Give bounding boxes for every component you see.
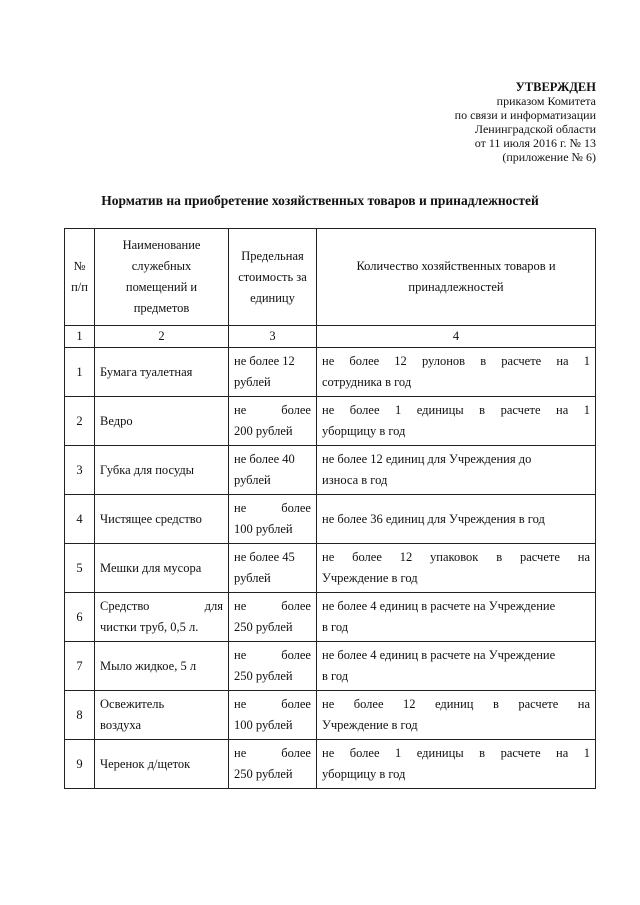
column-number: 3: [229, 326, 317, 348]
column-numbers-row: [65, 326, 596, 348]
price-line: 200 рублей: [234, 424, 293, 438]
quantity-line: износа в год: [322, 473, 388, 487]
name-line: Освежитель: [100, 697, 165, 711]
price-line: 250 рублей: [234, 767, 293, 781]
quantity-line: в год: [322, 620, 349, 634]
price-line: не более 45: [234, 550, 295, 564]
row-number: 3: [65, 446, 95, 495]
price-line: не более 12: [234, 354, 295, 368]
table-header-row: [65, 229, 596, 326]
item-price: [229, 495, 317, 544]
item-name: Ведро: [95, 397, 229, 446]
norms-table: [64, 228, 596, 789]
item-quantity: [317, 740, 596, 789]
row-number: 4: [65, 495, 95, 544]
item-price: [229, 642, 317, 691]
price-line: не более: [234, 403, 311, 417]
column-number: 2: [95, 326, 229, 348]
price-line: рублей: [234, 375, 271, 389]
quantity-line: сотрудника в год: [322, 375, 412, 389]
item-name: Черенок д/щеток: [95, 740, 229, 789]
column-number: 4: [317, 326, 596, 348]
header-name: Наименование служебных помещений и предметов: [95, 229, 229, 326]
header-number: № п/п: [65, 229, 95, 326]
table-row: [65, 642, 596, 691]
item-quantity: [317, 593, 596, 642]
price-line: не более: [234, 599, 311, 613]
price-line: не более: [234, 746, 311, 760]
item-name: Мешки для мусора: [95, 544, 229, 593]
item-quantity: [317, 348, 596, 397]
approval-line: по связи и информатизации: [454, 108, 596, 122]
table-row: [65, 593, 596, 642]
header-price: Предельная стоимость за единицу: [229, 229, 317, 326]
quantity-line: не более 1 единицы в расчете на 1: [322, 403, 590, 417]
quantity-line: не более 12 единиц для Учреждения до: [322, 452, 532, 466]
quantity-line: не более 12 рулонов в расчете на 1: [322, 354, 590, 368]
item-name: Губка для посуды: [95, 446, 229, 495]
item-quantity: [317, 495, 596, 544]
quantity-line: не более 12 упаковок в расчете на: [322, 550, 590, 564]
item-quantity: [317, 446, 596, 495]
document-title: Норматив на приобретение хозяйственных товаров и принадлежностей: [101, 193, 539, 208]
row-number: 5: [65, 544, 95, 593]
price-line: 250 рублей: [234, 620, 293, 634]
price-line: рублей: [234, 473, 271, 487]
table-row: [65, 495, 596, 544]
item-name: [95, 691, 229, 740]
price-line: 100 рублей: [234, 522, 293, 536]
table-row: [65, 348, 596, 397]
price-line: 100 рублей: [234, 718, 293, 732]
quantity-line: не более 4 единиц в расчете на Учреждение: [322, 648, 556, 662]
approval-heading: УТВЕРЖДЕН: [515, 80, 596, 94]
row-number: 9: [65, 740, 95, 789]
approval-line: (приложение № 6): [502, 150, 596, 164]
quantity-line: не более 12 единиц в расчете на: [322, 697, 590, 711]
table-row: [65, 397, 596, 446]
name-line: чистки труб, 0,5 л.: [100, 620, 199, 634]
price-line: не более 40: [234, 452, 295, 466]
row-number: 8: [65, 691, 95, 740]
quantity-line: уборщицу в год: [322, 424, 406, 438]
quantity-line: Учреждение в год: [322, 571, 418, 585]
item-price: [229, 691, 317, 740]
quantity-line: не более 1 единицы в расчете на 1: [322, 746, 590, 760]
price-line: не более: [234, 697, 311, 711]
table-row: [65, 446, 596, 495]
row-number: 6: [65, 593, 95, 642]
row-number: 2: [65, 397, 95, 446]
row-number: 1: [65, 348, 95, 397]
item-quantity: [317, 691, 596, 740]
row-number: 7: [65, 642, 95, 691]
table-row: [65, 544, 596, 593]
item-name: Чистящее средство: [95, 495, 229, 544]
item-price: [229, 446, 317, 495]
approval-line: от 11 июля 2016 г. № 13: [474, 136, 596, 150]
item-name: Мыло жидкое, 5 л: [95, 642, 229, 691]
item-name: [95, 593, 229, 642]
table-row: [65, 740, 596, 789]
item-quantity: [317, 642, 596, 691]
name-line: Средство для: [100, 599, 223, 613]
item-price: [229, 397, 317, 446]
item-price: [229, 593, 317, 642]
item-name: Бумага туалетная: [95, 348, 229, 397]
item-price: [229, 740, 317, 789]
header-quantity: Количество хозяйственных товаров и принадлежностей: [317, 229, 596, 326]
item-price: [229, 348, 317, 397]
quantity-line: уборщицу в год: [322, 767, 406, 781]
item-quantity: [317, 397, 596, 446]
item-quantity: [317, 544, 596, 593]
price-line: 250 рублей: [234, 669, 293, 683]
quantity-line: не более 36 единиц для Учреждения в год: [322, 511, 545, 526]
quantity-line: в год: [322, 669, 349, 683]
approval-line: приказом Комитета: [496, 94, 596, 108]
name-line: воздуха: [100, 718, 142, 732]
table-row: [65, 691, 596, 740]
item-price: [229, 544, 317, 593]
column-number: 1: [65, 326, 95, 348]
quantity-line: не более 4 единиц в расчете на Учреждение: [322, 599, 556, 613]
approval-line: Ленинградской области: [474, 122, 596, 136]
approval-stamp: [455, 80, 596, 164]
quantity-line: Учреждение в год: [322, 718, 418, 732]
price-line: не более: [234, 501, 311, 515]
price-line: не более: [234, 648, 311, 662]
price-line: рублей: [234, 571, 271, 585]
